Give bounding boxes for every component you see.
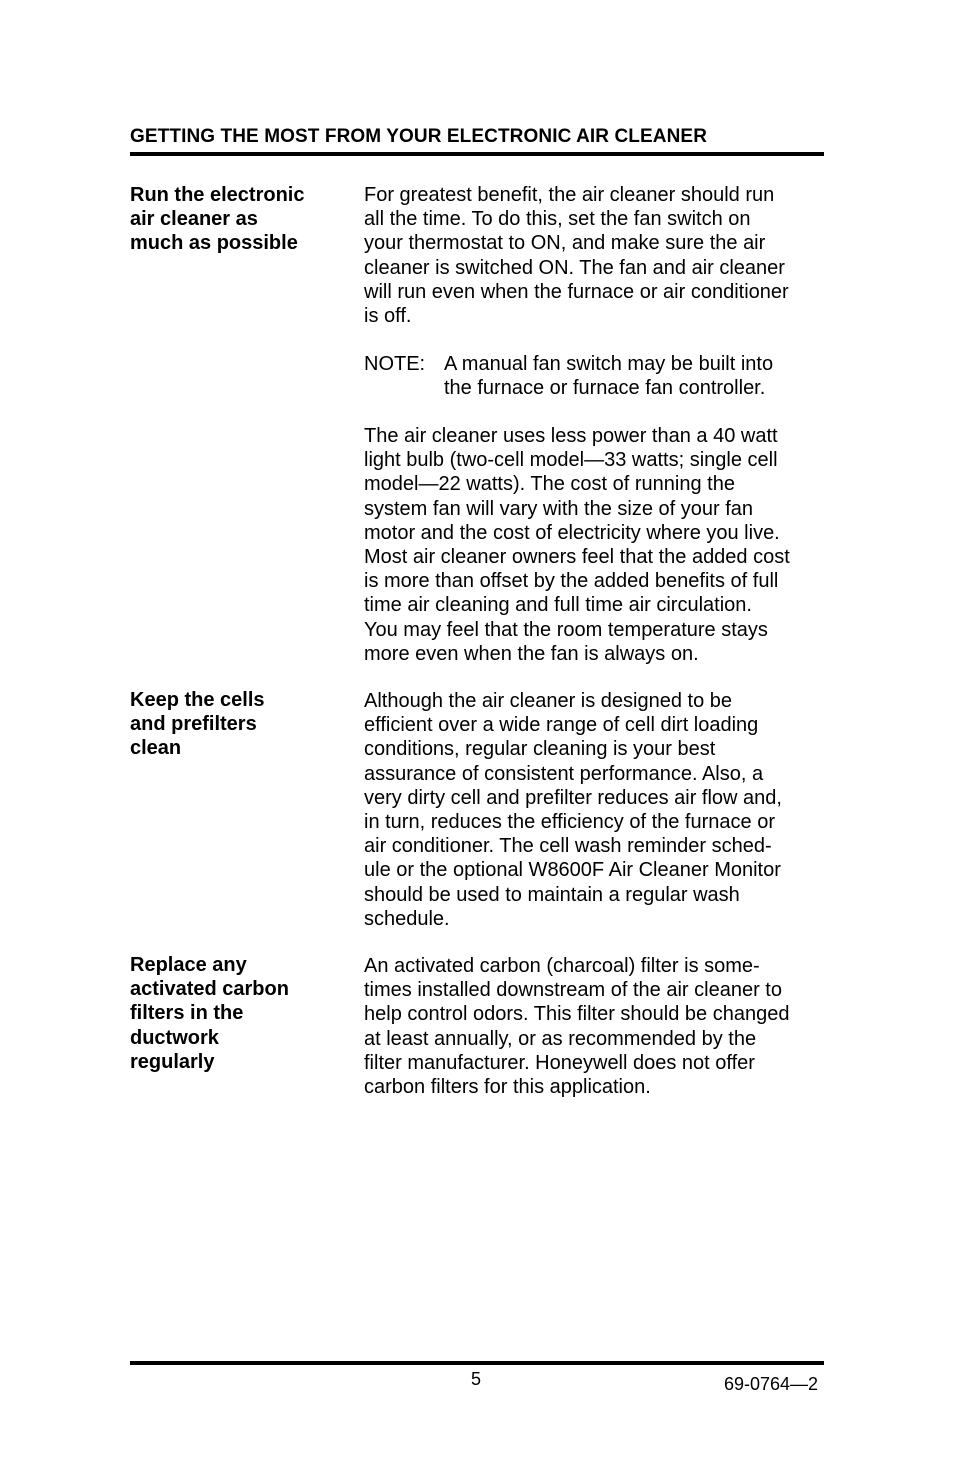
section-heading-run-cleaner — [130, 183, 340, 256]
heading-line: clean — [130, 737, 182, 760]
text-line: cleaner is switched ON. The fan and air cleaner — [364, 256, 785, 279]
heading-line: filters in the — [130, 1002, 244, 1025]
text-line: For greatest benefit, the air cleaner should run — [364, 184, 775, 206]
text-line: is off. — [364, 305, 412, 328]
document-number: 69-0764—2 — [724, 1374, 819, 1394]
text-line: The air cleaner uses less power than a 40 watt — [364, 425, 778, 447]
text-line: Although the air cleaner is designed to be — [364, 690, 733, 712]
text-line: An activated carbon (charcoal) filter is some- — [364, 955, 760, 977]
paragraph-cleaning — [364, 689, 834, 931]
text-line: all the time. To do this, set the fan switch on — [364, 208, 751, 231]
text-line: should be used to maintain a regular wash — [364, 883, 740, 906]
text-line: air conditioner. The cell wash reminder sched- — [364, 835, 772, 858]
heading-line: and prefilters — [130, 713, 257, 736]
paragraph-power-usage — [364, 424, 834, 666]
heading-line: activated carbon — [130, 978, 289, 1001]
heading-line: air cleaner as — [130, 208, 258, 231]
text-line: light bulb (two-cell model—33 watts; single cell — [364, 449, 778, 472]
paragraph-carbon-filter — [364, 954, 834, 1099]
note-label: NOTE: — [364, 353, 426, 375]
text-line: will run even when the furnace or air conditioner — [364, 280, 789, 303]
text-line: efficient over a wide range of cell dirt loading — [364, 714, 759, 737]
text-line: filter manufacturer. Honeywell does not offer — [364, 1051, 755, 1074]
text-line: carbon filters for this application. — [364, 1076, 651, 1099]
footer-rule — [130, 1361, 824, 1365]
page-title: GETTING THE MOST FROM YOUR ELECTRONIC AIR CLEANER — [130, 126, 708, 147]
text-line: at least annually, or as recommended by the — [364, 1027, 757, 1050]
text-line: the furnace or furnace fan controller. — [444, 377, 766, 400]
heading-line: Replace any — [130, 954, 247, 976]
text-line: ule or the optional W8600F Air Cleaner Monitor — [364, 859, 781, 882]
text-line: help control odors. This filter should be changed — [364, 1003, 790, 1026]
text-line: A manual fan switch may be built into — [444, 353, 774, 375]
note-text — [444, 352, 834, 400]
text-line: more even when the fan is always on. — [364, 642, 699, 665]
text-line: time air cleaning and full time air circulation. — [364, 594, 752, 617]
text-line: very dirty cell and prefilter reduces air flow and, — [364, 786, 782, 809]
heading-line: regularly — [130, 1050, 215, 1073]
text-line: motor and the cost of electricity where you live. — [364, 521, 780, 544]
paragraph-run-all-time — [364, 183, 834, 328]
section-heading-keep-clean — [130, 688, 340, 761]
section-heading-carbon-filters — [130, 953, 340, 1074]
heading-line: ductwork — [130, 1026, 219, 1049]
note-block — [364, 352, 834, 400]
heading-line: Run the electronic — [130, 184, 305, 206]
text-line: conditions, regular cleaning is your best — [364, 738, 716, 761]
heading-line: much as possible — [130, 232, 298, 255]
text-line: is more than offset by the added benefits of full — [364, 570, 779, 593]
header-rule — [130, 152, 824, 156]
text-line: times installed downstream of the air cleaner to — [364, 979, 782, 1002]
text-line: your thermostat to ON, and make sure the air — [364, 232, 766, 255]
text-line: schedule. — [364, 907, 450, 930]
text-line: system fan will vary with the size of your fan — [364, 497, 754, 520]
heading-line: Keep the cells — [130, 689, 265, 711]
page-number: 5 — [471, 1369, 482, 1389]
text-line: model—22 watts). The cost of running the — [364, 473, 735, 496]
text-line: assurance of consistent performance. Also, a — [364, 762, 764, 785]
text-line: in turn, reduces the efficiency of the furnace or — [364, 811, 775, 834]
text-line: You may feel that the room temperature stays — [364, 618, 768, 641]
text-line: Most air cleaner owners feel that the added cost — [364, 546, 790, 569]
